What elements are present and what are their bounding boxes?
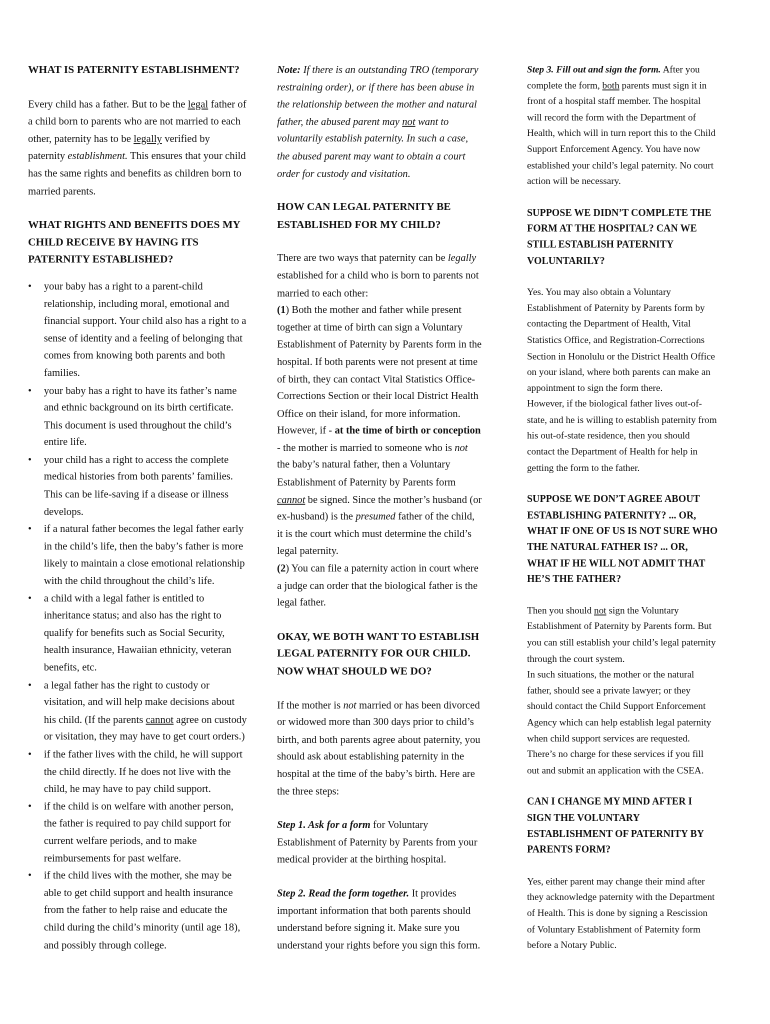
list-item: • your baby has a right to a parent-child relationship, including moral, emotional and financial support. Your child also has a right to a sense of identity and a feeling of belonging that comes from knowing both parents and both families.	[28, 278, 248, 382]
list-item: • a legal father has the right to custody or visitation, and will help make decisions about his child. (If the parents cannot agree on custody or visitation, they may have to get court orders.)	[28, 677, 248, 746]
list-item: • if the child is on welfare with another person, the father is required to pay child support for current welfare periods, and to make reimbursements for past welfare.	[28, 798, 248, 867]
paragraph-note: Note: If there is an outstanding TRO (temporary restraining order), or if there has been abuse in the relationship between the mother and natural father, the abused parent may not want to voluntarily establish paternity. In such a case, the abused parent may want to obtain a court order for custody and visitation.	[277, 64, 479, 180]
heading-what-is-paternity: WHAT IS PATERNITY ESTABLISHMENT?	[28, 63, 240, 76]
list-item: • your child has a right to access the complete medical histories from both parents’ families. This can be life-saving if a disease or illness develops.	[28, 451, 248, 520]
paragraph-out-of-state: However, if the biological father lives out-of-state, and he is willing to establish paternity from his out-of-state residence, then you should contact the Department of Health for help in getting the form to the father.	[527, 399, 717, 474]
paragraph-step-3: Step 3. Fill out and sign the form. After you complete the form, both parents must sign it in front of a hospital staff member. The hospital will record the form with the Department of Health, which will in turn report this to the Child Support Enforcement Agency. You have now established your child’s legal paternity. No court action will be necessary.	[527, 64, 716, 187]
heading-how-established: HOW CAN LEGAL PATERNITY BE ESTABLISHED FOR MY CHILD?	[277, 201, 451, 231]
heading-what-should-we-do: OKAY, WE BOTH WANT TO ESTABLISH LEGAL PATERNITY FOR OUR CHILD. NOW WHAT SHOULD WE DO?	[277, 630, 480, 678]
paragraph-two-ways: There are two ways that paternity can be legally established for a child who is born to parents not married to each other:	[277, 253, 479, 299]
paragraph-see-lawyer: In such situations, the mother or the natural father, should see a private lawyer; or they should contact the Child Support Enforcement Agency which can help establish legal paternity when child support services are requested. There’s no charge for these services if you fill out and submit an application with the CSEA.	[527, 669, 712, 776]
paragraph-way-2: (2) You can file a paternity action in court where a judge can order that the biological father is the legal father.	[277, 563, 479, 609]
list-item: • if the father lives with the child, he will support the child directly. If he does not live with the child, he may have to pay child support.	[28, 746, 248, 798]
paragraph-rescission: Yes, either parent may change their mind after they acknowledge paternity with the Department of Health. This is done by signing a Rescission of Voluntary Establishment of Paternity form before a Notary Public.	[527, 876, 715, 951]
column-3	[527, 62, 718, 954]
column-1	[28, 62, 248, 954]
paragraph-hospital: If the mother is not married or has been divorced or widowed more than 300 days prior to child’s birth, and both parents agree about paternity, you should ask about establishing paternity in the hospital at the time of the baby’s birth. Here are the three steps:	[277, 699, 481, 798]
paragraph-intro: Every child has a father. But to be the legal father of a child born to parents who are not married to each other, paternity has to be legally verified by paternity establishment. This ensures that your child has the same rights and benefits as children born to married parents.	[28, 98, 247, 197]
paragraph-dont-sign: Then you should not sign the Voluntary Establishment of Paternity by Parents form. But you can still establish your child’s legal paternity through the court system.	[527, 605, 716, 665]
paragraph-obtain-form: Yes. You may also obtain a Voluntary Establishment of Paternity by Parents form by contacting the Department of Health, Vital Statistics Office, and Registration-Corrections Section in Honolulu or the District Health Office on your island, where both parents can make an appointment to sign the form there.	[527, 287, 716, 394]
list-item: • if a natural father becomes the legal father early in the child’s life, then the baby’s father is more likely to maintain a close emotional relationship with the child throughout the child’s life.	[28, 521, 248, 590]
list-item: • your baby has a right to have its father’s name and ethnic background on its birth certificate. This document is used throughout the child’s entire life.	[28, 382, 248, 451]
paragraph-step-2: Step 2. Read the form together. It provides important information that both parents should understand before signing it. Make sure you understand your rights before you sign this form.	[277, 888, 481, 951]
column-2	[277, 62, 483, 954]
rights-list	[28, 278, 248, 954]
heading-rights-benefits: WHAT RIGHTS AND BENEFITS DOES MY CHILD RECEIVE BY HAVING ITS PATERNITY ESTABLISHED?	[28, 218, 241, 266]
list-item: • if the child lives with the mother, she may be able to get child support and health insurance from the father to help raise and educate the child during the child’s minority (until age 18), and possibly through college.	[28, 867, 248, 954]
paragraph-way-1: (1) Both the mother and father while present together at time of birth can sign a Voluntary Establishment of Paternity by Parents form in the hospital. If both parents were not present at time of birth, they can contact Vital Statistics Office-Corrections Section or their local District Health Office on their island, for more information. However, if - at the time of birth or conception - the mother is married to someone who is not the baby’s natural father, then a Voluntary Establishment of Paternity by Parents form cannot be signed. Since the mother’s husband (or ex-husband) is the presumed father of the child, it is the court which must determine the child’s legal paternity.	[277, 304, 482, 558]
heading-didnt-complete: SUPPOSE WE DIDN’T COMPLETE THE FORM AT THE HOSPITAL? CAN WE STILL ESTABLISH PATERNITY VOLUNTARILY?	[527, 207, 712, 267]
heading-change-mind: CAN I CHANGE MY MIND AFTER I SIGN THE VOLUNTARY ESTABLISHMENT OF PATERNITY BY PARENTS FORM?	[527, 796, 704, 856]
list-item: • a child with a legal father is entitled to inheritance status; and also has the right to qualify for benefits such as Social Security, health insurance, Hawaiian ethnicity, veteran benefits, etc.	[28, 590, 248, 677]
paragraph-step-1: Step 1. Ask for a form for Voluntary Establishment of Paternity by Parents from your medical provider at the birthing hospital.	[277, 819, 478, 866]
heading-dont-agree: SUPPOSE WE DON’T AGREE ABOUT ESTABLISHING PATERNITY? ... OR, WHAT IF ONE OF US IS NOT SURE WHO THE NATURAL FATHER IS? ... OR, WHAT IF HE WILL NOT ADMIT THAT HE’S THE FATHER?	[527, 493, 718, 585]
